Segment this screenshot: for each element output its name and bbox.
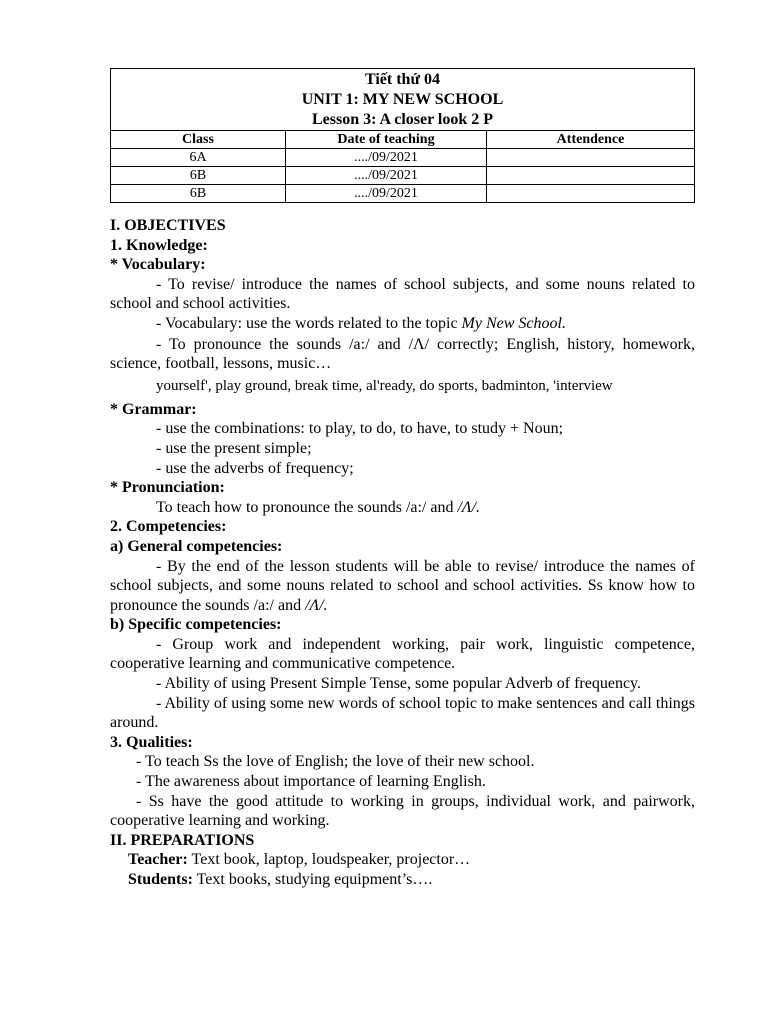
objectives-heading: I. OBJECTIVES: [110, 217, 226, 234]
vocabulary-heading: * Vocabulary:: [110, 256, 206, 274]
quality-item-1: - To teach Ss the love of English; the love of their new school.: [136, 753, 535, 771]
grammar-item-3: - use the adverbs of frequency;: [156, 459, 354, 477]
cell-date: ..../09/2021: [286, 185, 487, 203]
specific-competency-1: - Group work and independent working, pair work, linguistic competence, cooperative learning and communicative competence.: [110, 635, 695, 673]
cell-attendance: [487, 167, 695, 185]
stress-words-paragraph: yourself', play ground, break time, al'ready, do sports, badminton, 'interview: [156, 377, 613, 394]
vocabulary-paragraph-1: - To revise/ introduce the names of school subjects, and some nouns related to school and school activities.: [110, 275, 695, 313]
specific-competency-3: - Ability of using some new words of school topic to make sentences and call things around.: [110, 694, 695, 732]
students-preparation: Students: Text books, studying equipment’s….: [128, 871, 433, 888]
pronunciation-paragraph: To teach how to pronounce the sounds /a:/ and /Λ/.: [156, 498, 481, 516]
table-row: [111, 167, 695, 185]
table-row: [111, 185, 695, 203]
col-header-class: Class: [111, 131, 286, 149]
document-body: [110, 216, 695, 890]
specific-competencies-heading: b) Specific competencies:: [110, 616, 282, 634]
grammar-item-2: - use the present simple;: [156, 439, 312, 457]
pronunciation-heading: * Pronunciation:: [110, 479, 225, 497]
unit-title: UNIT 1: MY NEW SCHOOL: [301, 91, 504, 108]
cell-class: 6A: [111, 149, 286, 167]
cell-date: ..../09/2021: [286, 167, 487, 185]
lesson-title: Lesson 3: A closer look 2 P: [311, 111, 494, 128]
vocabulary-paragraph-3: - To pronounce the sounds /a:/ and /Λ/ correctly; English, history, homework, science, football, lessons, music…: [110, 335, 695, 373]
cell-attendance: [487, 185, 695, 203]
specific-competency-2: - Ability of using Present Simple Tense, some popular Adverb of frequency.: [156, 675, 642, 693]
teacher-preparation: Teacher: Text book, laptop, loudspeaker, projector…: [128, 851, 471, 869]
lesson-plan-page: [110, 68, 695, 890]
title-cell: [111, 69, 695, 131]
quality-item-2: - The awareness about importance of learning English.: [136, 773, 486, 791]
grammar-item-1: - use the combinations: to play, to do, to have, to study + Noun;: [156, 420, 564, 438]
knowledge-heading: 1. Knowledge:: [110, 236, 208, 254]
general-competencies-paragraph: - By the end of the lesson students will be able to revise/ introduce the names of school subjects, and some nouns related to school and school activities. Ss know how to pronounce the sounds /a:/ and /Λ/.: [110, 557, 695, 614]
col-header-date: Date of teaching: [286, 131, 487, 149]
cell-attendance: [487, 149, 695, 167]
competencies-heading: 2. Competencies:: [110, 518, 227, 536]
lesson-header-table: [110, 68, 695, 203]
grammar-heading: * Grammar:: [110, 400, 197, 418]
cell-class: 6B: [111, 167, 286, 185]
period-title: Tiết thứ 04: [364, 71, 441, 88]
col-header-attendance: Attendence: [487, 131, 695, 149]
preparations-heading: II. PREPARATIONS: [110, 831, 255, 849]
table-row: [111, 149, 695, 167]
quality-item-3: - Ss have the good attitude to working in groups, individual work, and pairwork, cooperative learning and working.: [110, 792, 695, 830]
cell-date: ..../09/2021: [286, 149, 487, 167]
vocabulary-paragraph-2: - Vocabulary: use the words related to the topic My New School.: [156, 314, 566, 332]
cell-class: 6B: [111, 185, 286, 203]
qualities-heading: 3. Qualities:: [110, 733, 193, 751]
general-competencies-heading: a) General competencies:: [110, 537, 283, 555]
